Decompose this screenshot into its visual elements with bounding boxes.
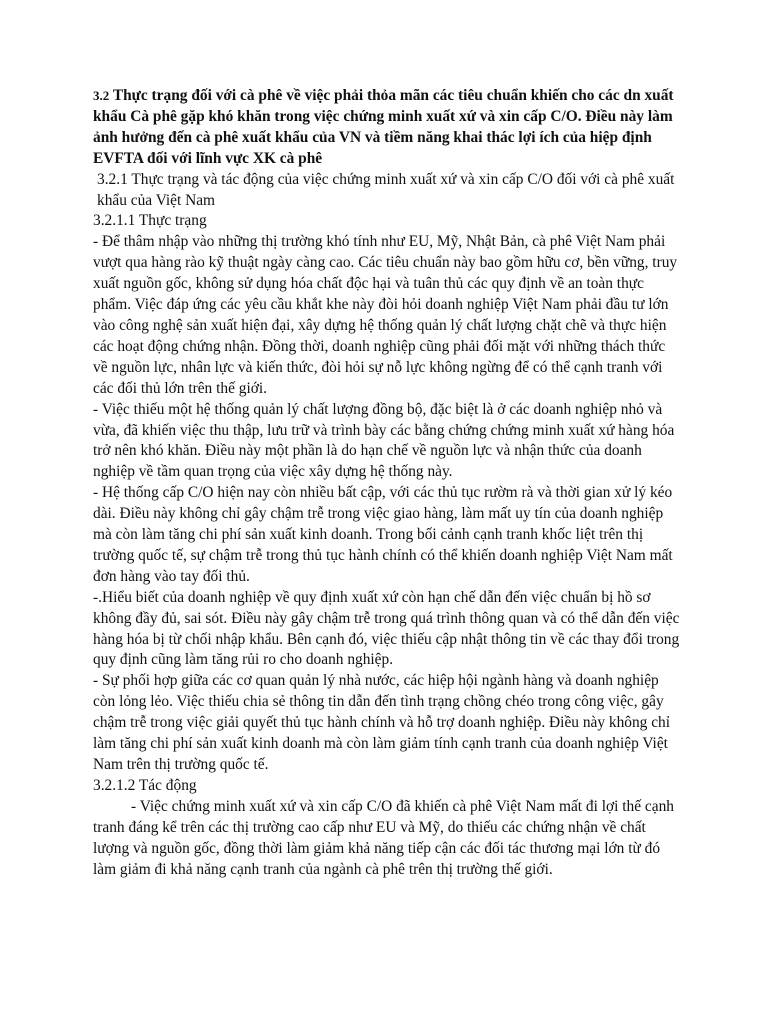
paragraph-3: - Hệ thống cấp C/O hiện nay còn nhiều bất cập, với các thủ tục rườm rà và thời gian xử lý kéo dài. Điều này không chỉ gây chậm trễ trong việc giao hàng, làm mất uy tín của doanh nghiệp mà còn làm tăng chi phí sản xuất kinh doanh. Trong bối cảnh cạnh tranh khốc liệt trên thị trường quốc tế, sự chậm trễ trong thủ tục hành chính có thể khiến doanh nghiệp Việt Nam mất đơn hàng vào tay đối thủ. [93, 484, 673, 585]
section-title: Thực trạng đối với cà phê về việc phải thỏa mãn các tiêu chuẩn khiến cho các dn xuất khẩu Cà phê gặp khó khăn trong việc chứng minh xuất xứ và xin cấp C/O. Điều này làm ảnh hưởng đến cà phê xuất khẩu của VN và tiềm năng khai thác lợi ích của hiệp định EVFTA đối với lĩnh vực XK cà phê [93, 87, 674, 167]
paragraph-6: - Việc chứng minh xuất xứ và xin cấp C/O đã khiến cà phê Việt Nam mất đi lợi thế cạnh tranh đáng kể trên các thị trường cao cấp như EU và Mỹ, do thiếu các chứng nhận về chất lượng và nguồn gốc, đồng thời làm giảm khả năng tiếp cận các đối tác thương mại lớn từ đó làm giảm đi khả năng cạnh tranh của ngành cà phê trên thị trường thế giới. [93, 797, 674, 878]
subsection-3-2-1-2: 3.2.1.2 Tác động [93, 776, 197, 794]
paragraph-5: - Sự phối hợp giữa các cơ quan quản lý nhà nước, các hiệp hội ngành hàng và doanh nghiệp còn lỏng lẻo. Việc thiếu chia sẻ thông tin dẫn đến tình trạng chồng chéo trong công việc, gây chậm trễ trong việc giải quyết thủ tục hành chính và hỗ trợ doanh nghiệp. Điều này không chỉ làm tăng chi phí sản xuất kinh doanh mà còn làm giảm tính cạnh tranh của doanh nghiệp Việt Nam trên thị trường quốc tế. [93, 672, 671, 773]
subsection-3-2-1-1: 3.2.1.1 Thực trạng [93, 212, 207, 230]
section-heading [93, 86, 683, 170]
subsection-3-2-1: 3.2.1 Thực trạng và tác động của việc chứng minh xuất xứ và xin cấp C/O đối với cà phê xuất khẩu của Việt Nam [97, 170, 675, 209]
section-number: 3.2 [93, 88, 110, 103]
document-page [93, 86, 683, 880]
paragraph-4: -.Hiểu biết của doanh nghiệp về quy định xuất xứ còn hạn chế dẫn đến việc chuẩn bị hồ sơ không đầy đủ, sai sót. Điều này gây chậm trễ trong quá trình thông quan và có thể dẫn đến việc hàng hóa bị từ chối nhập khẩu. Bên cạnh đó, việc thiếu cập nhật thông tin về các thay đổi trong quy định cũng làm tăng rủi ro cho doanh nghiệp. [93, 588, 680, 669]
paragraph-1: - Để thâm nhập vào những thị trường khó tính như EU, Mỹ, Nhật Bản, cà phê Việt Nam phải vượt qua hàng rào kỹ thuật ngày càng cao. Các tiêu chuẩn này bao gồm hữu cơ, bền vững, truy xuất nguồn gốc, không sử dụng hóa chất độc hại và tuân thủ các quy định về an toàn thực phẩm. Việc đáp ứng các yêu cầu khắt khe này đòi hỏi doanh nghiệp Việt Nam phải đầu tư lớn vào công nghệ sản xuất hiện đại, xây dựng hệ thống quản lý chất lượng chặt chẽ và thực hiện các hoạt động chứng nhận. Đồng thời, doanh nghiệp cũng phải đối mặt với những thách thức về nguồn lực, nhân lực và kiến thức, đòi hỏi sự nỗ lực không ngừng để có thể cạnh tranh với các đối thủ lớn trên thế giới. [93, 233, 678, 397]
paragraph-2: - Việc thiếu một hệ thống quản lý chất lượng đồng bộ, đặc biệt là ở các doanh nghiệp nhỏ và vừa, đã khiến việc thu thập, lưu trữ và trình bày các bằng chứng chứng minh xuất xứ hàng hóa trở nên khó khăn. Điều này một phần là do hạn chế về nguồn lực và nhận thức của doanh nghiệp về tầm quan trọng của việc xây dựng hệ thống này. [93, 400, 675, 481]
